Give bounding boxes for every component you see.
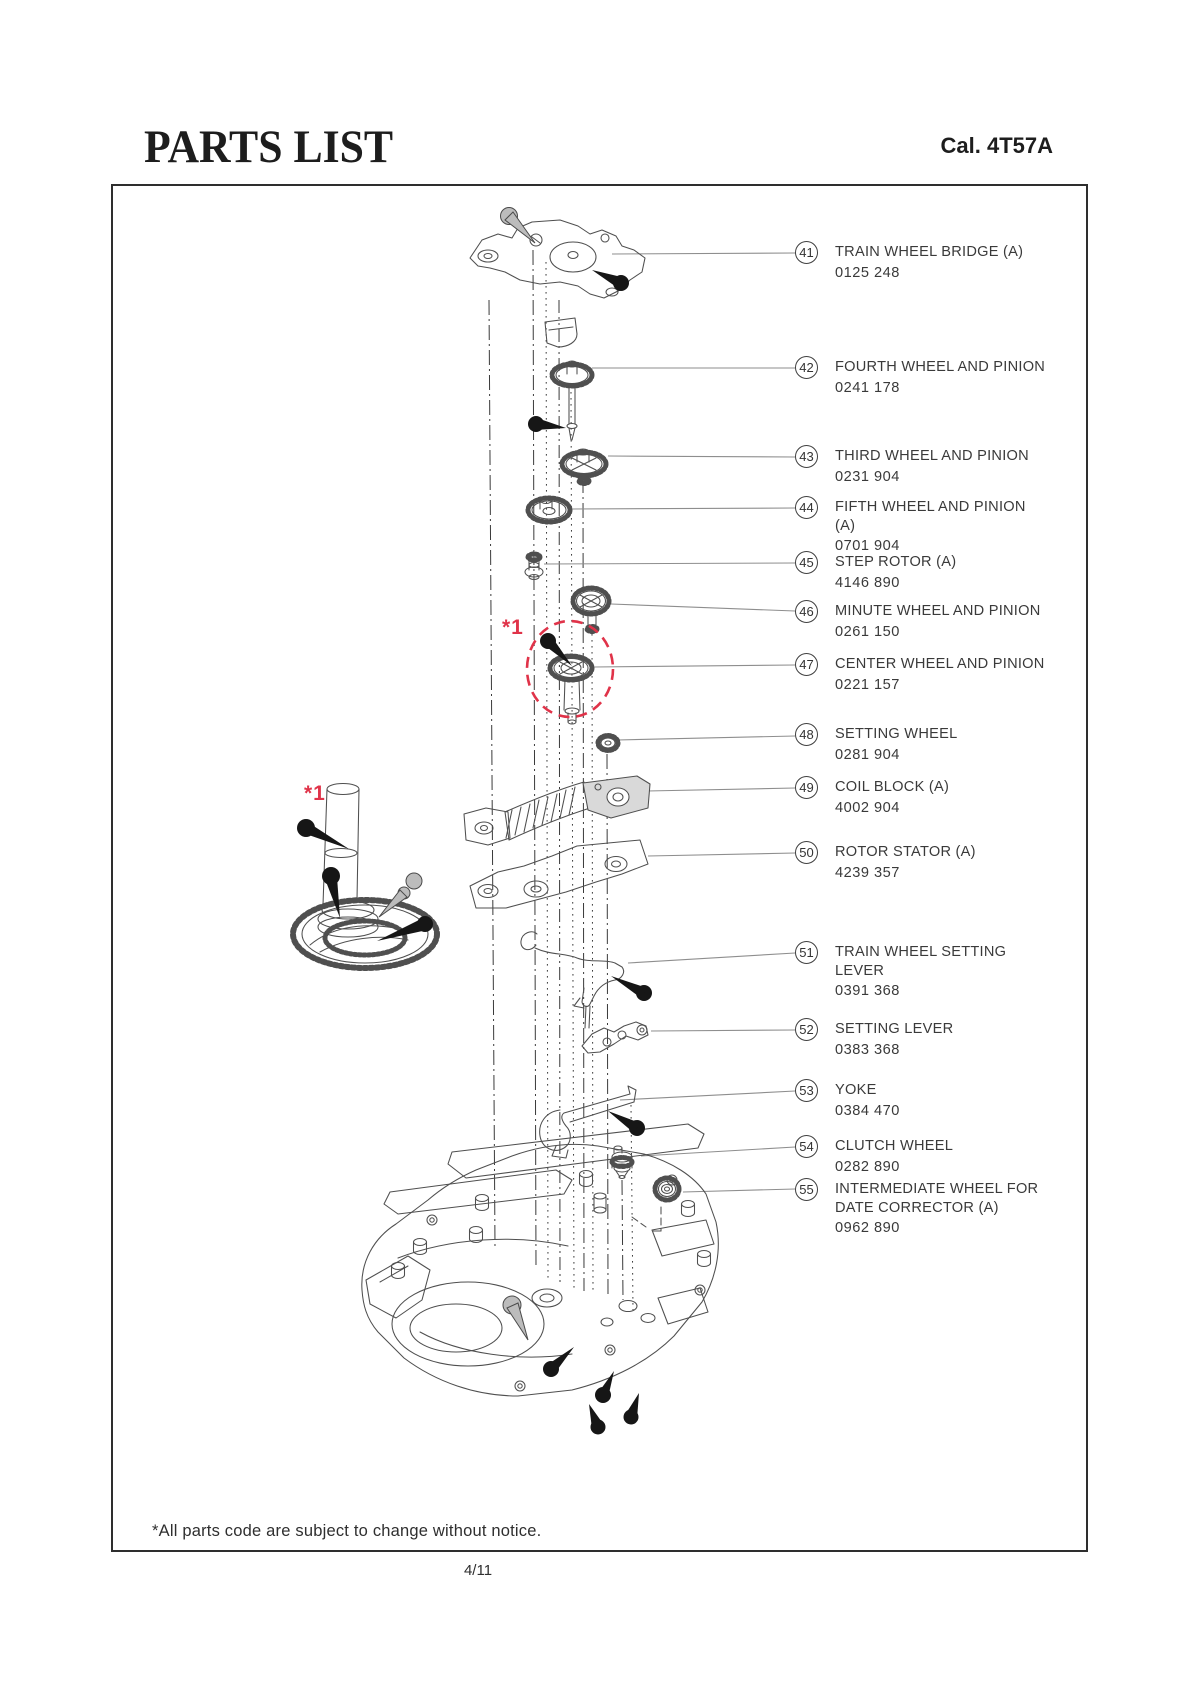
part-code: 0384 470	[835, 1102, 900, 1119]
footer-note: *All parts code are subject to change without notice.	[152, 1522, 542, 1540]
part-callout-row	[795, 496, 1047, 554]
part-code: 4002 904	[835, 799, 900, 816]
part-callout-row	[795, 445, 1047, 485]
part-number-badge: 51	[795, 941, 818, 964]
part-code: 0383 368	[835, 1041, 900, 1058]
part-number-badge: 47	[795, 653, 818, 676]
part-number-badge: 41	[795, 241, 818, 264]
page-title: PARTS LIST	[144, 121, 394, 173]
part-number-badge: 45	[795, 551, 818, 574]
part-name: SETTING WHEEL	[835, 726, 958, 742]
part-code: 0282 890	[835, 1158, 900, 1175]
part-code: 0241 178	[835, 379, 900, 396]
part-name: STEP ROTOR (A)	[835, 554, 957, 570]
part-code: 0261 150	[835, 623, 900, 640]
part-callout-row	[795, 551, 1047, 591]
part-code: 4146 890	[835, 574, 900, 591]
part-code: 0231 904	[835, 468, 900, 485]
part-callout-row	[795, 600, 1047, 640]
part-number-badge: 48	[795, 723, 818, 746]
part-callout-row	[795, 776, 1047, 816]
part-number-badge: 54	[795, 1135, 818, 1158]
part-code: 4239 357	[835, 864, 900, 881]
part-callout-row	[795, 1079, 1047, 1119]
part-number-badge: 49	[795, 776, 818, 799]
part-number-badge: 42	[795, 356, 818, 379]
part-callout-row	[795, 1018, 1047, 1058]
part-callout-row	[795, 1178, 1047, 1236]
part-code: 0391 368	[835, 983, 900, 999]
part-number-badge: 53	[795, 1079, 818, 1102]
part-name: YOKE	[835, 1082, 877, 1098]
part-name: CLUTCH WHEEL	[835, 1138, 954, 1154]
part-name: COIL BLOCK (A)	[835, 779, 950, 795]
footnote-marker-center: *1	[502, 616, 524, 639]
part-number-badge: 55	[795, 1178, 818, 1201]
part-code: 0962 890	[835, 1220, 900, 1236]
page-number: 4/11	[463, 1562, 493, 1579]
part-name: THIRD WHEEL AND PINION	[835, 448, 1029, 464]
part-name: MINUTE WHEEL AND PINION	[835, 603, 1041, 619]
part-name: ROTOR STATOR (A)	[835, 844, 976, 860]
part-number-badge: 46	[795, 600, 818, 623]
part-number-badge: 44	[795, 496, 818, 519]
part-number-badge: 50	[795, 841, 818, 864]
part-callout-row	[795, 841, 1047, 881]
part-callout-row	[795, 941, 1047, 999]
part-callout-row	[795, 241, 1047, 281]
part-callout-row	[795, 723, 1047, 763]
part-callout-row	[795, 356, 1047, 396]
part-code: 0125 248	[835, 264, 900, 281]
part-code: 0701 904	[835, 538, 900, 554]
part-name: FIFTH WHEEL AND PINION (A)	[835, 499, 1026, 534]
part-name: FOURTH WHEEL AND PINION	[835, 359, 1046, 375]
part-code: 0221 157	[835, 676, 900, 693]
part-number-badge: 43	[795, 445, 818, 468]
part-callout-row	[795, 1135, 1047, 1175]
part-name: INTERMEDIATE WHEEL FOR DATE CORRECTOR (A)	[835, 1181, 1039, 1216]
footnote-marker-inset: *1	[304, 782, 326, 805]
part-number-badge: 52	[795, 1018, 818, 1041]
part-name: SETTING LEVER	[835, 1021, 954, 1037]
part-callout-row	[795, 653, 1047, 693]
part-name: TRAIN WHEEL BRIDGE (A)	[835, 244, 1024, 260]
part-name: CENTER WHEEL AND PINION	[835, 656, 1045, 672]
part-name: TRAIN WHEEL SETTING LEVER	[835, 944, 1007, 979]
part-code: 0281 904	[835, 746, 900, 763]
calibre-label: Cal. 4T57A	[940, 133, 1053, 158]
